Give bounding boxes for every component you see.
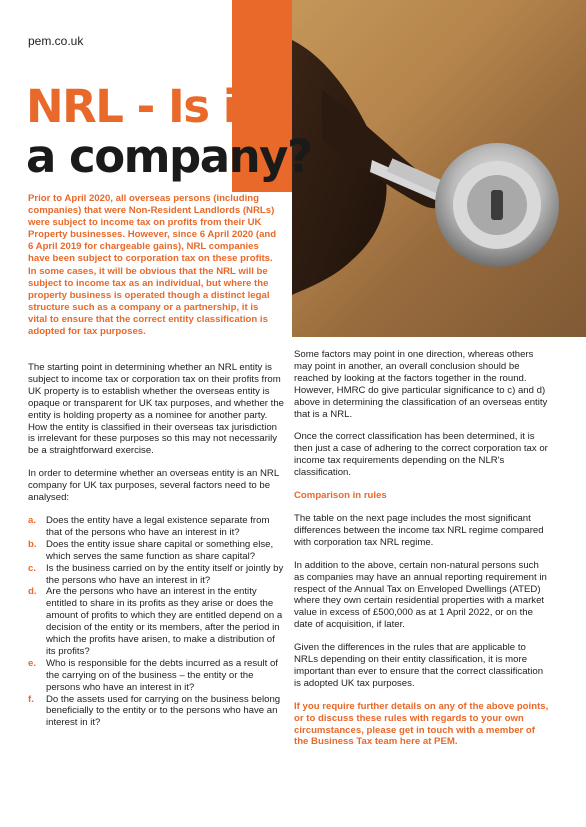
- paragraph: In addition to the above, certain non-natural persons such as companies may have an annual reporting requirement in respect of the Annual Tax on Enveloped Dwellings (ATED) where they own certain residential properties with a market value in excess of £500,000 as at 1 April 2022, or on the date of acquisition, if later.: [294, 559, 547, 631]
- intro-paragraph: Prior to April 2020, all overseas persons (including companies) that were Non-Resident Landlords (NRLs) were subject to income tax on profits from their UK Property businesses. However, since 6 April 2020 (and 6 April 2019 for chargeable gains), NRL companies have been subject to corporation tax on these profits. In some cases, it will be obvious that the NRL will be subject to income tax as an individual, but where the property business is operated though a distinct legal structure such as a company or a partnership, it is vital to ensure that the correct entity classification is adopted for tax purposes.: [28, 193, 277, 338]
- paragraph: Given the differences in the rules that are applicable to NRLs depending on their entity classification, it is more important than ever to ensure that the correct classification is adopted UK tax purposes.: [294, 642, 544, 689]
- factors-list: [28, 515, 284, 729]
- list-letter: a.: [28, 514, 37, 526]
- paragraph: Some factors may point in one direction, whereas others may point in another, an overall conclusion should be reached by looking at the factors together in the round. However, HMRC do give particular significance to c) and d) above in determining the classification of an overseas entity that is a NRL.: [294, 349, 548, 420]
- list-text: Who is responsible for the debts incurred as a result of the carrying on of the business – the entity or the persons who have an interest in it?: [46, 657, 278, 693]
- key-in-lock-illustration: [292, 0, 586, 337]
- page-title: [26, 82, 312, 182]
- list-letter: f.: [28, 693, 34, 705]
- paragraph: The starting point in determining whether an NRL entity is subject to income tax or corporation tax on their profits from UK property is to establish whether the overseas entity is opaque or transparent for UK tax purposes, and whether the entity is holding property as a nominee for another party. How the entity is classified in their overseas tax jurisdiction is irrelevant for these purposes so this may not necessarily be a straightforward exercise.: [28, 362, 284, 457]
- list-item: [28, 586, 284, 657]
- list-item: [28, 539, 284, 563]
- section-heading: Comparison in rules: [294, 490, 387, 502]
- paragraph: In order to determine whether an overseas entity is an NRL company for UK tax purposes, several factors need to be analysed:: [28, 468, 279, 504]
- closing-callout: If you require further details on any of the above points, or to discuss these rules with regards to your own circumstances, please get in touch with a member of the Business Tax team here at PEM.: [294, 700, 549, 748]
- list-text: Does the entity have a legal existence separate from that of the persons who have an interest in it?: [46, 514, 270, 538]
- list-text: Does the entity issue share capital or something else, which serves the same function as share capital?: [46, 538, 274, 562]
- list-text: Is the business carried on by the entity itself or jointly by the persons who have an interest in it?: [46, 562, 284, 586]
- paragraph: Once the correct classification has been determined, it is then just a case of adhering to the correct corporation tax or income tax requirements depending on the NLR's classification.: [294, 431, 548, 479]
- title-line-2: a company?: [26, 130, 312, 183]
- list-letter: b.: [28, 538, 37, 550]
- list-letter: c.: [28, 562, 37, 574]
- list-letter: e.: [28, 657, 37, 669]
- paragraph: The table on the next page includes the most significant differences between the income tax NRL regime compared with corporation tax NRL regime.: [294, 512, 544, 548]
- list-item: [28, 515, 284, 539]
- key-in-lock-photo: [292, 0, 586, 337]
- list-letter: d.: [28, 586, 37, 598]
- list-item: [28, 658, 284, 694]
- list-item: [28, 694, 284, 730]
- site-url: pem.co.uk: [28, 34, 84, 48]
- list-item: [28, 563, 284, 587]
- left-column: [28, 362, 284, 729]
- list-text: Are the persons who have an interest in the entity entitled to share in its profits as they arise or does the amount of profits to which they are entitled depend on a decision of the entity or its members, after the period in which the profits have arisen, to make a distribution of its profits?: [46, 586, 283, 657]
- right-column: [294, 349, 550, 759]
- list-text: Do the assets used for carrying on the business belong beneficially to the entity or to the persons who have an interest in it?: [46, 693, 281, 729]
- title-line-1: NRL - Is it: [26, 80, 257, 133]
